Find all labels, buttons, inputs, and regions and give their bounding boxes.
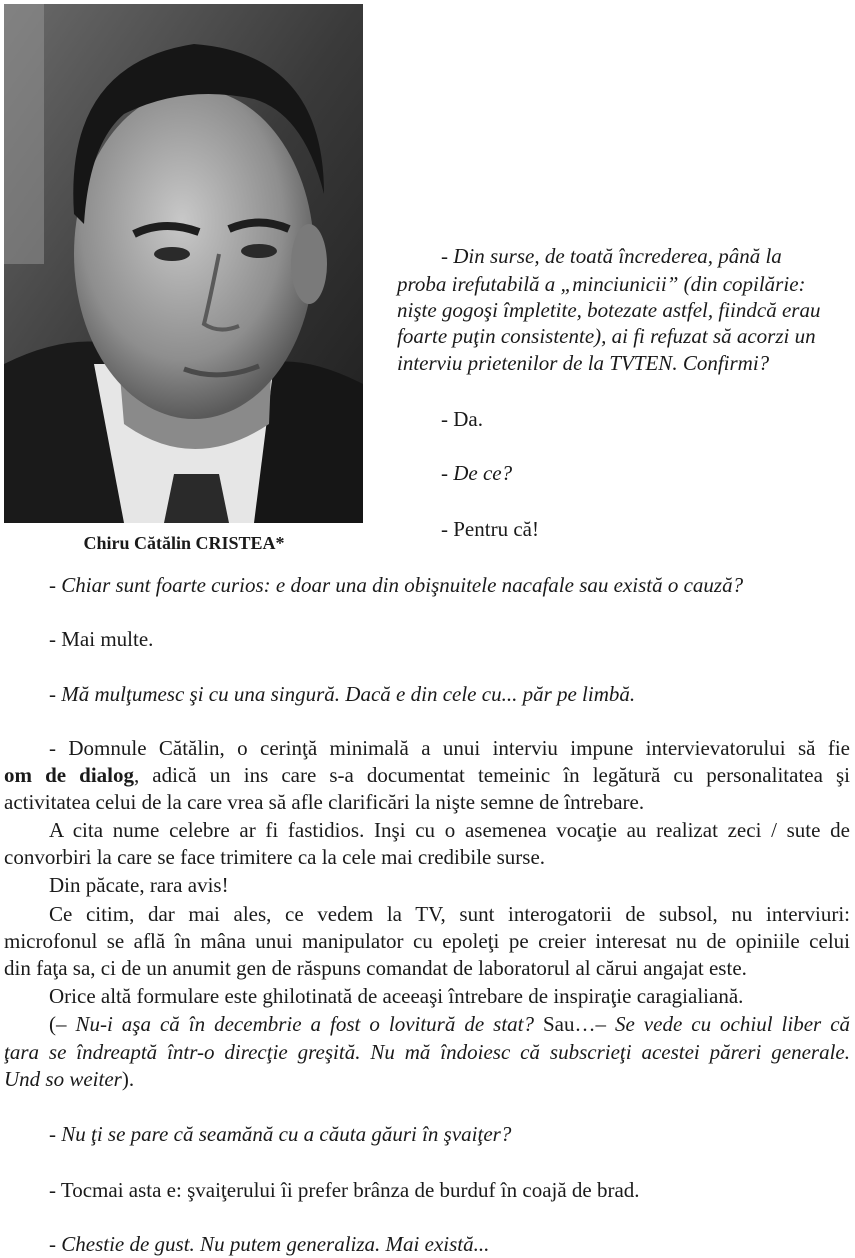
- answer-p4-line1: Ce citim, dar mai ales, ce vedem la TV, sunt interogatorii de subsol, nu interviuri:: [49, 902, 850, 926]
- answer-p4-line2: microfonul se află în mâna unui manipulator cu epoleţi pe creier interesat nu de opiniile celui: [4, 929, 850, 953]
- answer-p5: Orice altă formulare este ghilotinată de aceeaşi întrebare de inspiraţie caragialiană.: [49, 984, 744, 1008]
- paren-close: ).: [121, 1067, 135, 1091]
- question-line-1: - Din surse, de toată încrederea, până la: [441, 244, 782, 268]
- question-line-2: proba irefutabilă a „minciunicii” (din copilărie:: [397, 272, 806, 296]
- question-line-5: interviu prietenilor de la TVTEN. Confirmi?: [397, 351, 770, 375]
- answer-p4-line3: din faţa sa, ci de un anumit gen de răspuns comandat de laboratorul al cărui angajat este.: [4, 956, 747, 980]
- question-una-singura: - Mă mulţumesc şi cu una singură. Dacă e din cele cu... păr pe limbă.: [49, 682, 636, 706]
- answer-p6-line2: ţara se îndreaptă într-o direcţie greşită. Nu mă îndoiesc că subscrieţi acestei păreri generale.: [4, 1040, 850, 1064]
- reply-da: - Da.: [441, 407, 483, 431]
- question-svaiter: - Nu ţi se pare că seamănă cu a căuta găuri în şvaiţer?: [49, 1122, 512, 1146]
- bold-phrase: om de dialog: [4, 763, 134, 787]
- portrait-photo: [4, 4, 363, 523]
- answer-p1-line1: - Domnule Cătălin, o cerinţă minimală a unui interviu impune intervievatorului să fie: [49, 736, 850, 760]
- reply-pentru-ca: - Pentru că!: [441, 517, 539, 541]
- quoted-question-1: – Nu-i aşa că în decembrie a fost o lovitură de stat?: [56, 1012, 534, 1036]
- question-curious: - Chiar sunt foarte curios: e doar una din obişnuitele nacafale sau există o cauză?: [49, 573, 744, 597]
- answer-p1-line2-rest: , adică un ins care s-a documentat temeinic în legătură cu personalitatea şi: [133, 763, 850, 787]
- answer-p2-line2: convorbiri la care se face trimitere ca la cele mai credibile surse.: [4, 845, 546, 869]
- portrait-illustration: [4, 4, 363, 523]
- question-line-3: nişte gogoşi împletite, botezate astfel, fiindcă erau: [397, 298, 821, 322]
- answer-p1-line3: activitatea celui de la care vrea să afle clarificări la nişte semne de întrebare.: [4, 790, 645, 814]
- answer-p6-line3: [4, 1066, 850, 1093]
- reply-mai-multe: - Mai multe.: [49, 627, 154, 651]
- und-so-weiter: Und so weiter: [4, 1067, 122, 1091]
- question-line-4: foarte puţin consistente), ai fi refuzat să acorzi un: [397, 324, 816, 348]
- question-de-ce: - De ce?: [441, 461, 513, 485]
- answer-p1-line2: [4, 762, 850, 789]
- paren-open: (: [49, 1012, 56, 1036]
- sau-text: Sau…: [534, 1012, 596, 1036]
- reply-branza: - Tocmai asta e: şvaiţerului îi prefer brânza de burduf în coajă de brad.: [49, 1178, 640, 1202]
- question-chestie-de-gust: - Chestie de gust. Nu putem generaliza. Mai există...: [49, 1232, 490, 1256]
- photo-caption: Chiru Cătălin CRISTEA*: [83, 533, 285, 553]
- answer-p6-line1: [4, 1011, 850, 1038]
- answer-p2-line1: A cita nume celebre ar fi fastidios. Inşi cu o asemenea vocaţie au realizat zeci / sute de: [49, 818, 850, 842]
- quoted-question-2a: – Se vede cu ochiul liber că: [595, 1012, 851, 1036]
- answer-p3: Din păcate, rara avis!: [49, 873, 229, 897]
